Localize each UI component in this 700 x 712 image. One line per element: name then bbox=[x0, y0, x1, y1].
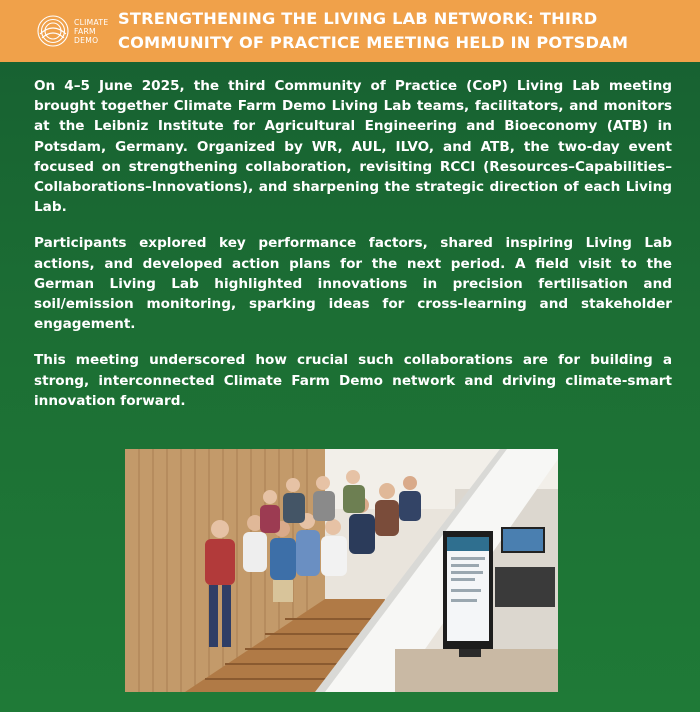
article-title bbox=[118, 7, 678, 55]
logo-text-line-1: CLIMATE bbox=[74, 18, 109, 27]
title-line-1: STRENGTHENING THE LIVING LAB NETWORK: THIRD bbox=[118, 9, 598, 28]
paragraph-1: On 4–5 June 2025, the third Community of Practice (CoP) Living Lab meeting brought together Climate Farm Demo Living Lab teams, facilitators, and monitors at the Leibniz Institute for Agricultural Engineering and Bioeconomy (ATB) in Potsdam, Germany. Organized by WR, AUL, ILVO, and ATB, the two-day event focused on strengthening collaboration, revisiting RCCI (Resources–Capabilities–Collaborations–Innovations), and sharpening the strategic direction of each Living Lab. bbox=[34, 78, 672, 216]
logo-text-line-2: FARM bbox=[74, 27, 96, 36]
paragraph-3: This meeting underscored how crucial such collaborations are for building a strong, interconnected Climate Farm Demo network and driving climate-smart innovation forward. bbox=[34, 352, 672, 409]
group-photo bbox=[125, 449, 558, 692]
logo-text-line-3: DEMO bbox=[74, 36, 99, 45]
logo-ring-icon bbox=[36, 14, 70, 48]
header-banner bbox=[0, 0, 700, 62]
climate-farm-demo-logo bbox=[36, 14, 109, 50]
logo-wordmark bbox=[74, 18, 108, 45]
article-body bbox=[34, 76, 672, 427]
group-photo-illustration bbox=[125, 449, 558, 692]
paragraph-2: Participants explored key performance factors, shared inspiring Living Lab actions, and developed action plans for the next period. A field visit to the German Living Lab highlighted innovations in precision fertilisation and soil/emission monitoring, sparking ideas for cross-learning and stakeholder engagement. bbox=[34, 235, 672, 333]
title-line-2: COMMUNITY OF PRACTICE MEETING HELD IN POTSDAM bbox=[118, 33, 629, 52]
